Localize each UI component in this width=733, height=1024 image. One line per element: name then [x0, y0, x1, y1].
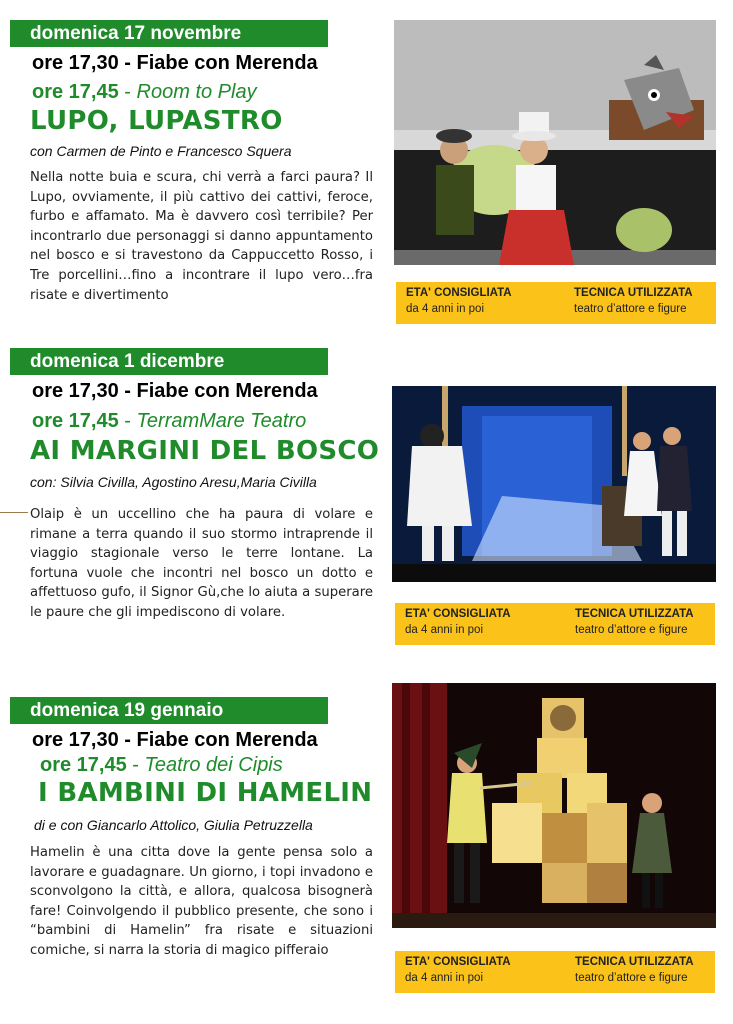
show-cast: di e con Giancarlo Attolico, Giulia Petruzzella — [34, 817, 313, 833]
technique-header: TECNICA UTILIZZATA — [575, 956, 694, 968]
show-description: Olaip è un uccellino che ha paura di volare e rimane a terra quando il suo stormo intraprende il viaggio stagionale verso le terre lontane. La fortuna vuole che incontri nel bosco un dotto e affettuoso gufo, il Signor Gù,che lo aiuta a superare le paure che gli impediscono di volare. — [30, 507, 373, 620]
company-name: Teatro dei Cipis — [144, 754, 283, 776]
age-value: da 4 anni in poi — [405, 972, 484, 984]
event-time-show — [32, 81, 257, 104]
show-photo — [392, 683, 716, 928]
show-cast: con: Silvia Civilla, Agostino Aresu,Maria Civilla — [30, 474, 317, 490]
company-name: Room to Play — [136, 81, 257, 103]
technique-header: TECNICA UTILIZZATA — [575, 608, 694, 620]
age-header: ETA' CONSIGLIATA — [405, 956, 511, 968]
age-header: ETA' CONSIGLIATA — [405, 608, 511, 620]
technique-value: teatro d’attore e figure — [574, 303, 687, 315]
show-photo — [392, 386, 716, 582]
show-cast: con Carmen de Pinto e Francesco Squera — [30, 143, 292, 159]
info-box — [395, 951, 715, 993]
show-title: AI MARGINI DEL BOSCO — [30, 436, 380, 466]
show-separator: - — [132, 754, 139, 776]
stage-photo-wolf — [394, 20, 716, 265]
stage-photo-hamelin — [392, 683, 716, 928]
technique-value: teatro d’attore e figure — [575, 972, 688, 984]
event-date: domenica 1 dicembre — [30, 351, 225, 372]
show-title: I BAMBINI DI HAMELIN — [38, 778, 373, 808]
event-date: domenica 19 gennaio — [30, 700, 224, 721]
info-box — [396, 282, 716, 324]
show-description: Nella notte buia e scura, chi verrà a farci paura? Il Lupo, ovviamente, il più cattivo dei cattivi, feroce, furbo e affamato. Ma è davvero così terribile? Per incontrarlo due personaggi si danno appuntamento nel bosco e si travestono da Cappuccetto Rosso, i Tre porcellini…fino a incontrare il lupo vero…fra risate e divertimento — [30, 170, 373, 303]
event-time-show — [40, 754, 283, 777]
age-header: ETA' CONSIGLIATA — [406, 287, 512, 299]
date-banner-2 — [10, 348, 328, 375]
technique-value: teatro d’attore e figure — [575, 624, 688, 636]
show-time: ore 17,45 — [32, 81, 119, 103]
show-separator: - — [124, 410, 131, 432]
date-banner-3 — [10, 697, 328, 724]
technique-header: TECNICA UTILIZZATA — [574, 287, 693, 299]
age-value: da 4 anni in poi — [405, 624, 484, 636]
show-title: LUPO, LUPASTRO — [30, 106, 283, 136]
show-separator: - — [124, 81, 131, 103]
info-box — [395, 603, 715, 645]
stage-photo-forest — [392, 386, 716, 582]
company-name: TerramMare Teatro — [136, 410, 307, 432]
date-banner-1 — [10, 20, 328, 47]
event-time-merenda: ore 17,30 - Fiabe con Merenda — [32, 52, 318, 74]
show-time: ore 17,45 — [40, 754, 127, 776]
event-time-show — [32, 410, 306, 433]
show-photo — [394, 20, 716, 265]
age-value: da 4 anni in poi — [406, 303, 485, 315]
show-time: ore 17,45 — [32, 410, 119, 432]
section-divider — [0, 512, 28, 513]
event-time-merenda: ore 17,30 - Fiabe con Merenda — [32, 729, 318, 751]
event-time-merenda: ore 17,30 - Fiabe con Merenda — [32, 380, 318, 402]
show-description: Hamelin è una citta dove la gente pensa solo a lavorare e guadagnare. Un giorno, i topi invadono e sconvolgono la città, e allora, qualcosa bisognerà fare! Coinvolgendo il pubblico presente, che sono i “bambini di Hamelin” fra risate e situazioni comiche, si narra la storia di magico pifferaio — [30, 845, 373, 958]
event-date: domenica 17 novembre — [30, 23, 242, 44]
